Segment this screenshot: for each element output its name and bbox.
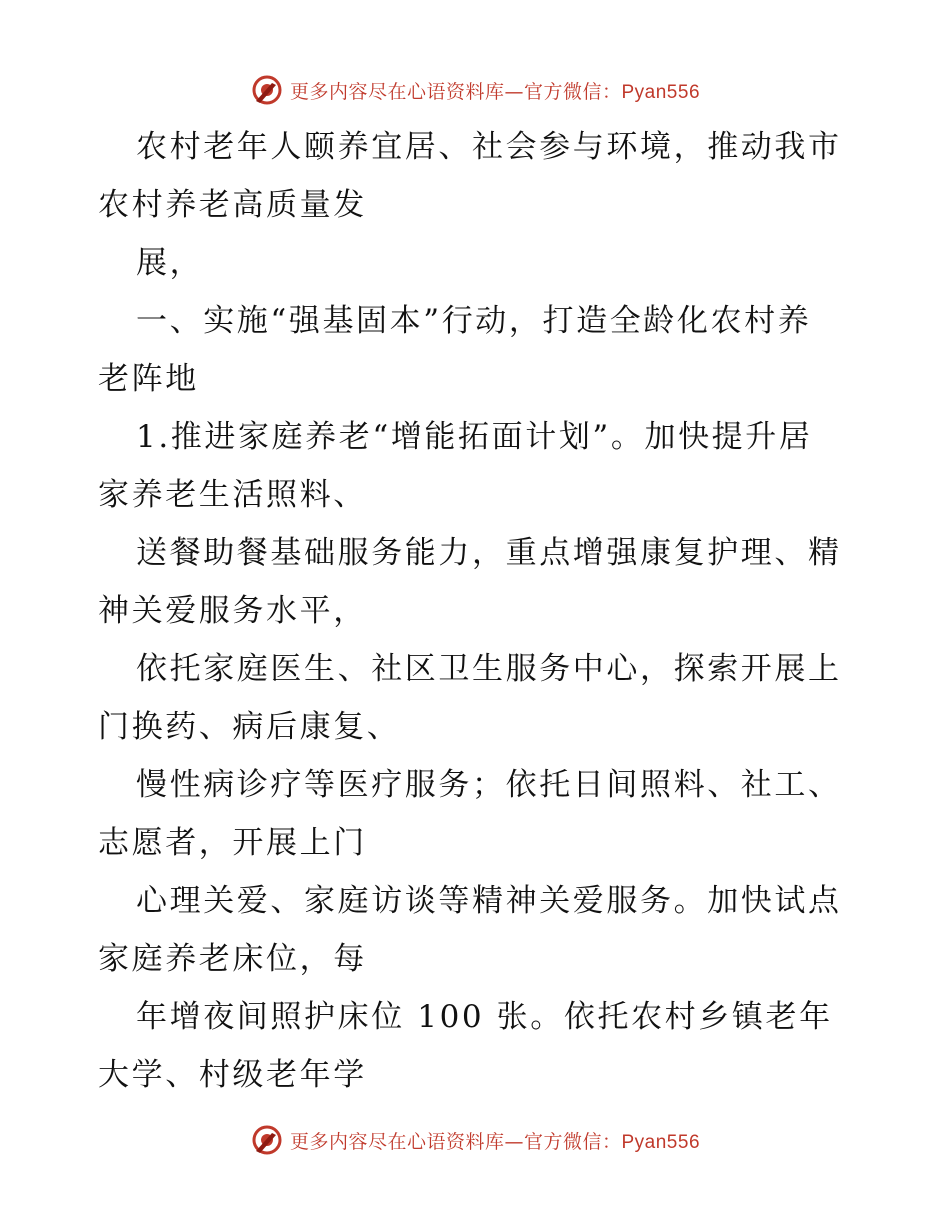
text-line: 农村老年人颐养宜居、社会参与环境，推动我市 [136, 129, 842, 165]
text-line: 慢性病诊疗等医疗服务；依托日间照料、社工、 [136, 767, 842, 803]
watermark-wechat-id: Pyan556 [621, 1131, 701, 1153]
text-line: 送餐助餐基础服务能力，重点增强康复护理、精 [136, 535, 842, 571]
text-line: 依托家庭医生、社区卫生服务中心，探索开展上 [136, 651, 842, 687]
text-line: 老阵地 [98, 361, 199, 397]
text-line: 一、实施“强基固本”行动，打造全龄化农村养 [136, 303, 812, 339]
watermark-site-name: 更多内容尽在心语资料库 [289, 80, 505, 103]
watermark-separator: — [504, 1130, 524, 1153]
watermark-text [290, 77, 700, 104]
watermark-wechat-label: 官方微信： [523, 80, 622, 103]
text-line: 展， [136, 245, 204, 281]
text-line: 志愿者，开展上门 [98, 825, 367, 861]
watermark-text [290, 1127, 700, 1154]
watermark-site-name: 更多内容尽在心语资料库 [289, 1130, 505, 1153]
text-line: 门换药、病后康复、 [98, 709, 401, 745]
text-line: 心理关爱、家庭访谈等精神关爱服务。加快试点 [136, 883, 842, 919]
watermark-banner-bottom [0, 1120, 950, 1160]
watermark-wechat-id: Pyan556 [621, 81, 701, 103]
text-line: 年增夜间照护床位 100 张。依托农村乡镇老年 [136, 999, 833, 1035]
watermark-separator: — [504, 80, 524, 103]
watermark-banner-top [0, 70, 950, 110]
watermark-wechat-label: 官方微信： [523, 1130, 622, 1153]
text-line: 家养老生活照料、 [98, 477, 367, 513]
pen-logo-icon [250, 1123, 284, 1157]
pen-logo-icon [250, 73, 284, 107]
text-line: 家庭养老床位，每 [98, 941, 367, 977]
document-body [98, 118, 854, 1104]
text-line: 神关爱服务水平， [98, 593, 367, 629]
body-paragraph [98, 118, 854, 1104]
text-line: 1.推进家庭养老“增能拓面计划”。加快提升居 [136, 419, 813, 455]
text-line: 农村养老高质量发 [98, 187, 367, 223]
text-line: 大学、村级老年学 [98, 1057, 367, 1093]
